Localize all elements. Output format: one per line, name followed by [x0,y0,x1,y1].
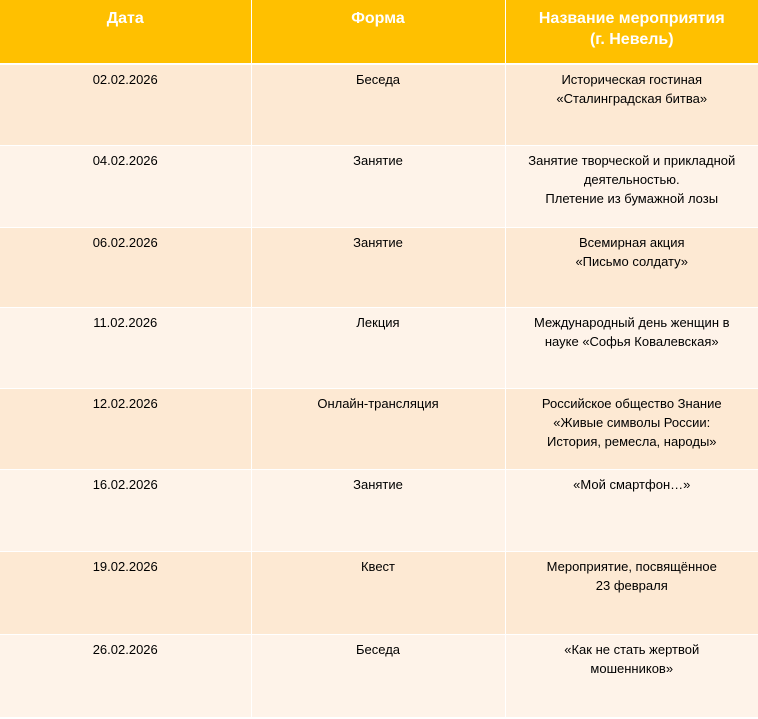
cell-date: 04.02.2026 [0,145,251,227]
title-line: деятельностью. [583,171,680,187]
title-line: Мероприятие, посвящённое [546,558,717,574]
cell-title [505,634,758,717]
cell-form: Лекция [251,307,505,388]
title-line: Международный день женщин в [533,314,730,330]
header-event-name [505,0,758,64]
title-line: науке «Софья Ковалевская» [544,333,719,349]
table-row [0,227,758,307]
table-row [0,634,758,717]
table-row [0,145,758,227]
cell-form: Занятие [251,469,505,551]
title-line: мошенников» [590,660,674,676]
table-row [0,388,758,469]
title-line: «Сталинградская битва» [556,91,708,106]
cell-date: 16.02.2026 [0,469,251,551]
table-row [0,469,758,551]
title-line: «Мой смартфон…» [573,476,691,492]
cell-form: Беседа [251,64,505,145]
cell-title [505,307,758,388]
cell-date: 11.02.2026 [0,307,251,388]
title-line: «Письмо солдату» [575,253,689,269]
title-line: История, ремесла, народы» [546,433,717,449]
cell-date: 12.02.2026 [0,388,251,469]
title-line: Всемирная акция [578,234,685,250]
table-row [0,307,758,388]
cell-form: Беседа [251,634,505,717]
table-row [0,551,758,634]
cell-form: Онлайн-трансляция [251,388,505,469]
header-event-name-line1: Название мероприятия [538,10,725,27]
cell-title [505,388,758,469]
title-line: Плетение из бумажной лозы [545,190,719,206]
header-event-name-line2: (г. Невель) [589,31,674,48]
cell-form: Квест [251,551,505,634]
title-line: «Как не стать жертвой [564,641,700,657]
title-line: Историческая гостиная [561,72,703,87]
cell-date: 02.02.2026 [0,64,251,145]
header-date: Дата [0,0,251,64]
cell-date: 19.02.2026 [0,551,251,634]
cell-title [505,64,758,145]
cell-form: Занятие [251,145,505,227]
cell-title [505,145,758,227]
cell-date: 06.02.2026 [0,227,251,307]
cell-form: Занятие [251,227,505,307]
title-line: «Живые символы России: [553,414,711,430]
table-row [0,64,758,145]
table-header-row [0,0,758,64]
cell-title [505,469,758,551]
header-form: Форма [251,0,505,64]
cell-date: 26.02.2026 [0,634,251,717]
cell-title [505,551,758,634]
title-line: 23 февраля [595,577,668,593]
cell-title [505,227,758,307]
title-line: Российское общество Знание [541,395,722,411]
title-line: Занятие творческой и прикладной [528,152,736,168]
